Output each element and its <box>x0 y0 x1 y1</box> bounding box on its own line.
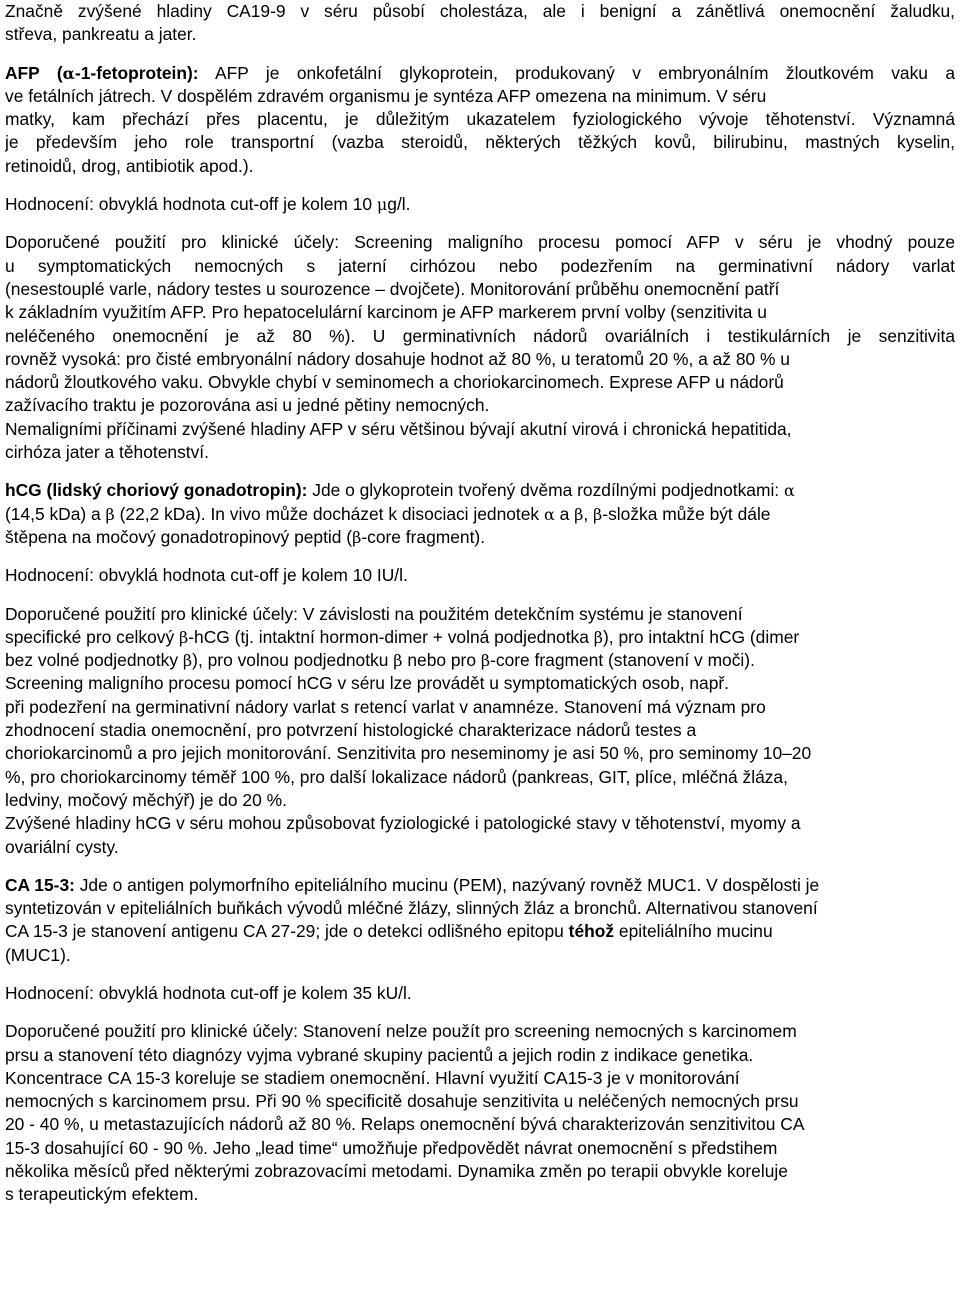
greek-symbol: β <box>480 651 491 671</box>
text-run: ), pro intaktní hCG (dimer <box>602 626 800 647</box>
text-run: (nesestouplé varle, nádory testes u sourozence – dvojčete). Monitorování průběhu onemocnění patří <box>5 278 780 299</box>
text-line <box>5 155 955 178</box>
text-line <box>5 564 955 587</box>
text-line <box>5 231 955 254</box>
bold-term: AFP ( <box>5 62 63 83</box>
greek-symbol: α <box>543 504 555 524</box>
text-run: Zvýšené hladiny hCG v séru mohou způsobovat fyziologické i patologické stavy v těhotenství, myomy a <box>5 813 801 834</box>
paragraph-afp-intro <box>5 62 955 178</box>
text-line <box>5 1020 955 1043</box>
text-line <box>5 719 955 742</box>
greek-symbol: β <box>178 627 189 647</box>
text-run: matky, kam přechází přes placentu, je důležitým ukazatelem fyziologického vývoje těhotenství. Významná <box>5 109 955 130</box>
text-line <box>5 603 955 626</box>
text-run: zhodnocení stadia onemocnění, pro potvrzení histologické charakterizace nádorů testes a <box>5 720 697 741</box>
text-run: 15-3 dosahující 60 - 90 %. Jeho „lead time“ umožňuje předpovědět návrat onemocnění s předstihem <box>5 1137 778 1158</box>
greek-symbol: β <box>105 504 115 524</box>
text-run: Nemaligními příčinami zvýšené hladiny AFP v séru většinou bývají akutní virová i chronická hepatitida, <box>5 418 792 439</box>
text-line <box>5 131 955 154</box>
text-line <box>5 874 955 897</box>
text-run: při podezření na germinativní nádory varlat s retencí varlat v anamnéze. Stanovení má význam pro <box>5 696 766 717</box>
text-line <box>5 108 955 131</box>
text-line <box>5 944 955 967</box>
paragraph-hcg-cutoff <box>5 564 955 587</box>
text-line <box>5 920 955 943</box>
text-run: prsu a stanovení této diagnózy vyjma vybrané skupiny pacientů a jejich rodin z indikace genetika. <box>5 1044 754 1065</box>
text-line <box>5 278 955 301</box>
text-run: , <box>583 503 594 524</box>
text-run: ), pro volnou podjednotku <box>192 650 394 671</box>
paragraph-ca15-3-clinical <box>5 1020 955 1206</box>
document-page <box>5 0 955 1207</box>
text-line <box>5 789 955 812</box>
greek-symbol: β <box>352 527 362 547</box>
bold-term: téhož <box>568 921 615 942</box>
text-run: a <box>554 503 575 524</box>
text-run: Doporučené použití pro klinické účely: Screening maligního procesu pomocí AFP v séru je vhodný pouze <box>5 232 955 253</box>
text-run: Doporučené použití pro klinické účely: V závislosti na použitém detekčním systému je stanovení <box>5 603 743 624</box>
text-line <box>5 766 955 789</box>
text-run: retinoidů, drog, antibiotik apod.). <box>5 155 254 176</box>
text-run: s terapeutickým efektem. <box>5 1184 199 1205</box>
text-run: specifické pro celkový <box>5 626 179 647</box>
text-line <box>5 982 955 1005</box>
text-line <box>5 836 955 859</box>
text-line <box>5 649 955 672</box>
text-run: (14,5 kDa) a <box>5 503 106 524</box>
text-line <box>5 348 955 371</box>
text-line <box>5 526 955 549</box>
paragraph-ca15-3-cutoff <box>5 982 955 1005</box>
text-run: několika měsíců před některými zobrazovacími metodami. Dynamika změn po terapii obvykle koreluje <box>5 1161 788 1182</box>
text-run: 20 - 40 %, u metastazujících nádorů až 80 %. Relaps onemocnění bývá charakterizován senzitivitou CA <box>5 1114 805 1135</box>
text-run: Jde o glykoprotein tvořený dvěma rozdílnými podjednotkami: <box>307 480 784 501</box>
text-line <box>5 503 955 526</box>
text-run: ve fetálních játrech. V dospělém zdravém organismu je syntéza AFP omezena na minimum. V séru <box>5 85 767 106</box>
text-line <box>5 897 955 920</box>
text-run: střeva, pankreatu a jater. <box>5 24 197 45</box>
text-run: -core fragment (stanovení v moči). <box>490 650 755 671</box>
text-run: ledviny, močový měchýř) je do 20 %. <box>5 789 287 810</box>
text-line <box>5 325 955 348</box>
text-line <box>5 742 955 765</box>
text-run: CA 15-3 je stanovení antigenu CA 27-29; jde o detekci odlišného epitopu <box>5 921 569 942</box>
text-line <box>5 1090 955 1113</box>
text-line <box>5 479 955 502</box>
text-line <box>5 626 955 649</box>
bold-term: hCG (lidský choriový gonadotropin): <box>5 480 308 501</box>
text-line <box>5 418 955 441</box>
text-run: zažívacího traktu je pozorována asi u jedné pětiny nemocných. <box>5 395 490 416</box>
text-run: AFP je onkofetální glykoprotein, produkovaný v embryonálním žloutkovém vaku a <box>198 62 955 83</box>
greek-symbol: μ <box>376 195 388 215</box>
text-run: neléčeného onemocnění je až 80 %). U germinativních nádorů ovariálních i testikulárních je senzitivita <box>5 325 955 346</box>
bold-term: -1-fetoprotein): <box>74 62 199 83</box>
text-run: Doporučené použití pro klinické účely: Stanovení nelze použít pro screening nemocných s karcinomem <box>5 1021 797 1042</box>
text-run: choriokarcinomů a pro jejich monitorování. Senzitivita pro neseminomy je asi 50 %, pro seminomy 10–20 <box>5 743 812 764</box>
text-run: syntetizován v epiteliálních buňkách vývodů mléčné žlázy, slinných žláz a bronchů. Alternativou stanovení <box>5 898 818 919</box>
text-run: %, pro choriokarcinomy téměř 100 %, pro další lokalizace nádorů (pankreas, GIT, plíce, mléčná žláza, <box>5 766 788 787</box>
text-line <box>5 62 955 85</box>
text-run: epiteliálního mucinu <box>614 921 773 942</box>
greek-symbol: α <box>783 481 795 501</box>
text-line <box>5 1183 955 1206</box>
bold-term: CA 15-3: <box>5 874 75 895</box>
text-line <box>5 255 955 278</box>
greek-symbol: α <box>62 63 75 83</box>
text-line <box>5 672 955 695</box>
text-run: -core fragment). <box>361 526 486 547</box>
text-run: u symptomatických nemocných s jaterní cirhózou nebo podezřením na germinativní nádory varlat <box>5 255 955 276</box>
text-run: rovněž vysoká: pro čisté embryonální nádory dosahuje hodnot až 80 %, u teratomů 20 %, a až 80 % u <box>5 348 790 369</box>
greek-symbol: β <box>393 651 403 671</box>
text-run: je především jeho role transportní (vazba steroidů, některých těžkých kovů, bilirubinu, mastných kyselin, <box>5 132 955 153</box>
text-run: g/l. <box>387 194 411 215</box>
text-line <box>5 1067 955 1090</box>
text-run: nemocných s karcinomem prsu. Při 90 % specificitě dosahuje senzitivita u neléčených nemocných prsu <box>5 1091 799 1112</box>
text-run: (22,2 kDa). In vivo může docházet k disociaci jednotek <box>114 503 544 524</box>
text-run: (MUC1). <box>5 944 71 965</box>
text-run: Screening maligního procesu pomocí hCG v séru lze provádět u symptomatických osob, např. <box>5 673 729 694</box>
text-line <box>5 301 955 324</box>
paragraph-hcg-clinical <box>5 603 955 859</box>
text-line <box>5 696 955 719</box>
text-line <box>5 1137 955 1160</box>
text-run: ovariální cysty. <box>5 836 119 857</box>
text-line <box>5 371 955 394</box>
text-line <box>5 1044 955 1067</box>
text-line <box>5 23 955 46</box>
text-run: Hodnocení: obvyklá hodnota cut-off je kolem 10 IU/l. <box>5 565 408 586</box>
paragraph-intro-ca19-9 <box>5 0 955 47</box>
text-run: bez volné podjednotky <box>5 650 183 671</box>
text-line <box>5 441 955 464</box>
greek-symbol: β <box>593 627 603 647</box>
text-run: Hodnocení: obvyklá hodnota cut-off je kolem 10 <box>5 194 377 215</box>
text-run: k základním využitím AFP. Pro hepatocelulární karcinom je AFP markerem první volby (senzitivita u <box>5 302 767 323</box>
text-line <box>5 193 955 216</box>
text-run: -složka může být dále <box>602 503 771 524</box>
text-run: štěpena na močový gonadotropinový peptid ( <box>5 526 353 547</box>
text-run: Značně zvýšené hladiny CA19-9 v séru působí cholestáza, ale i benigní a zánětlivá onemocnění žaludku, <box>5 1 955 21</box>
text-run: Hodnocení: obvyklá hodnota cut-off je kolem 35 kU/l. <box>5 982 412 1003</box>
text-run: nebo pro <box>402 650 481 671</box>
paragraph-ca15-3-intro <box>5 874 955 967</box>
text-run: cirhóza jater a těhotenství. <box>5 442 209 463</box>
text-line <box>5 1113 955 1136</box>
text-line <box>5 1160 955 1183</box>
greek-symbol: β <box>593 504 603 524</box>
text-line <box>5 812 955 835</box>
text-line <box>5 85 955 108</box>
paragraph-afp-clinical <box>5 231 955 464</box>
text-run: Jde o antigen polymorfního epiteliálního mucinu (PEM), nazývaný rovněž MUC1. V dospělosti je <box>74 874 820 895</box>
greek-symbol: β <box>574 504 584 524</box>
text-line <box>5 394 955 417</box>
text-run: Koncentrace CA 15-3 koreluje se stadiem onemocnění. Hlavní využití CA15-3 je v monitorování <box>5 1067 740 1088</box>
greek-symbol: β <box>182 651 193 671</box>
text-run: nádorů žloutkového vaku. Obvykle chybí v seminomech a choriokarcinomech. Exprese AFP u nádorů <box>5 372 784 393</box>
paragraph-hcg-intro <box>5 479 955 549</box>
paragraph-afp-cutoff <box>5 193 955 216</box>
text-line <box>5 0 955 23</box>
text-run: -hCG (tj. intaktní hormon-dimer + volná podjednotka <box>188 626 594 647</box>
